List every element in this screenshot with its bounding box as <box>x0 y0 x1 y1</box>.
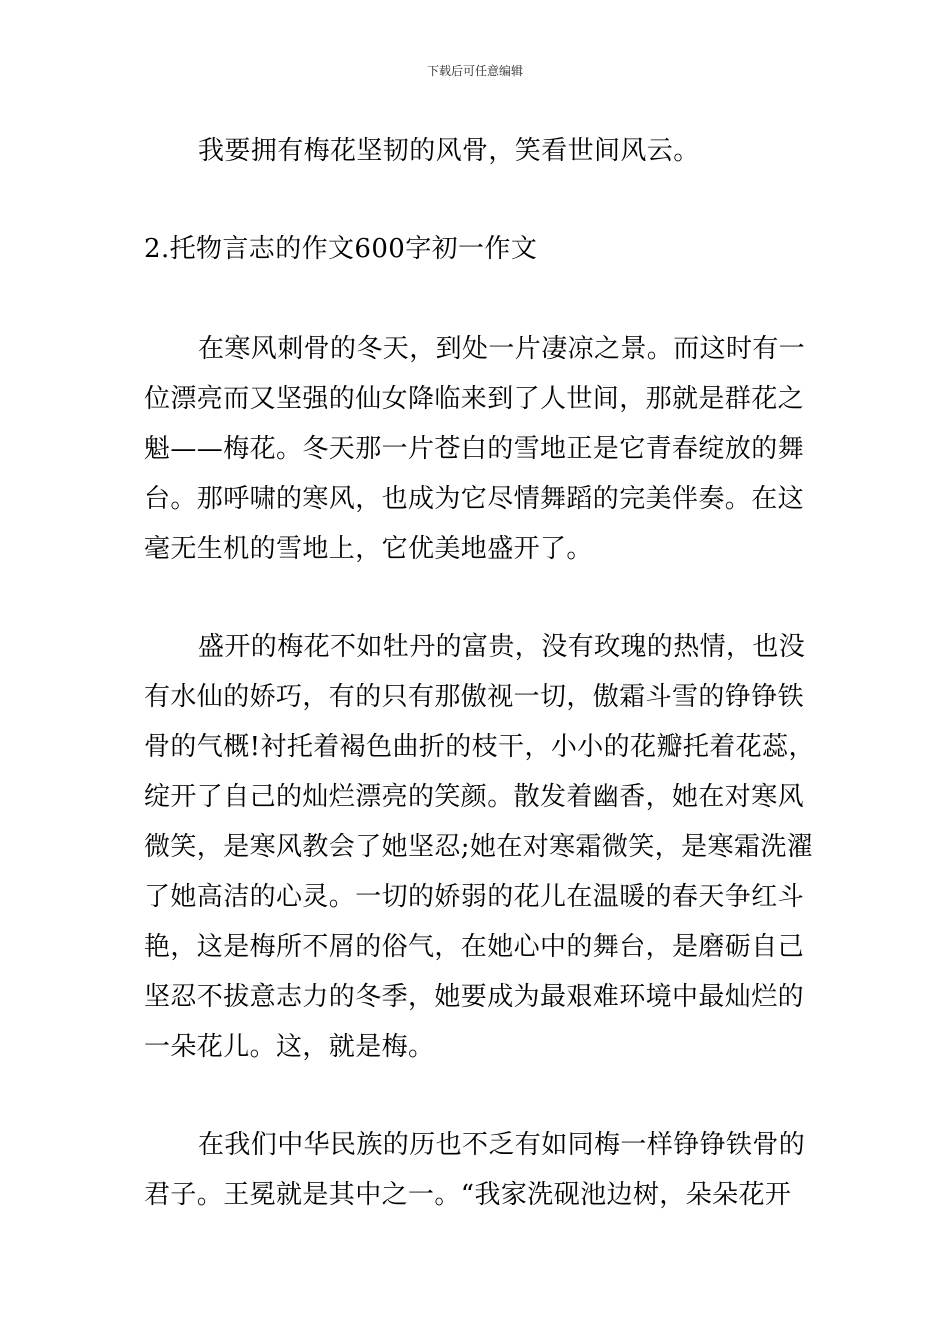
paragraph-line: 在我们中华民族的历也不乏有如同梅一样铮铮铁骨的 <box>198 1130 806 1160</box>
paragraph-line: 有水仙的娇巧，有的只有那傲视一切，傲霜斗雪的铮铮铁 <box>144 682 805 712</box>
section-title: 2.托物言志的作文600字初一作文 <box>144 234 538 264</box>
page-header: 下载后可任意编辑 <box>426 64 523 78</box>
intro-line: 我要拥有梅花坚韧的风骨，笑看世间风云。 <box>198 136 700 166</box>
paragraph-line: 坚忍不拔意志力的冬季，她要成为最艰难环境中最灿烂的 <box>144 982 805 1012</box>
paragraph-line: 在寒风刺骨的冬天，到处一片凄凉之景。而这时有一 <box>198 334 806 364</box>
paragraph-line: 君子。王冕就是其中之一。“我家洗砚池边树，朵朵花开 <box>144 1180 792 1210</box>
paragraph-line: 魁——梅花。冬天那一片苍白的雪地正是它青春绽放的舞 <box>144 434 805 464</box>
paragraph-line: 毫无生机的雪地上，它优美地盛开了。 <box>144 534 593 564</box>
paragraph-line: 台。那呼啸的寒风，也成为它尽情舞蹈的完美伴奏。在这 <box>144 484 805 514</box>
paragraph-line: 了她高洁的心灵。一切的娇弱的花儿在温暖的春天争红斗 <box>144 882 805 912</box>
paragraph-line: 盛开的梅花不如牡丹的富贵，没有玫瑰的热情，也没 <box>198 632 806 662</box>
paragraph-line: 艳，这是梅所不屑的俗气，在她心中的舞台，是磨砺自己 <box>144 932 805 962</box>
paragraph-line: 骨的气概!衬托着褐色曲折的枝干，小小的花瓣托着花蕊， <box>144 732 815 762</box>
paragraph-line: 位漂亮而又坚强的仙女降临来到了人世间，那就是群花之 <box>144 384 805 414</box>
paragraph-line: 微笑，是寒风教会了她坚忍;她在对寒霜微笑，是寒霜洗濯 <box>144 832 814 862</box>
paragraph-line: 一朵花儿。这，就是梅。 <box>144 1032 435 1062</box>
paragraph-line: 绽开了自己的灿烂漂亮的笑颜。散发着幽香，她在对寒风 <box>144 782 805 812</box>
